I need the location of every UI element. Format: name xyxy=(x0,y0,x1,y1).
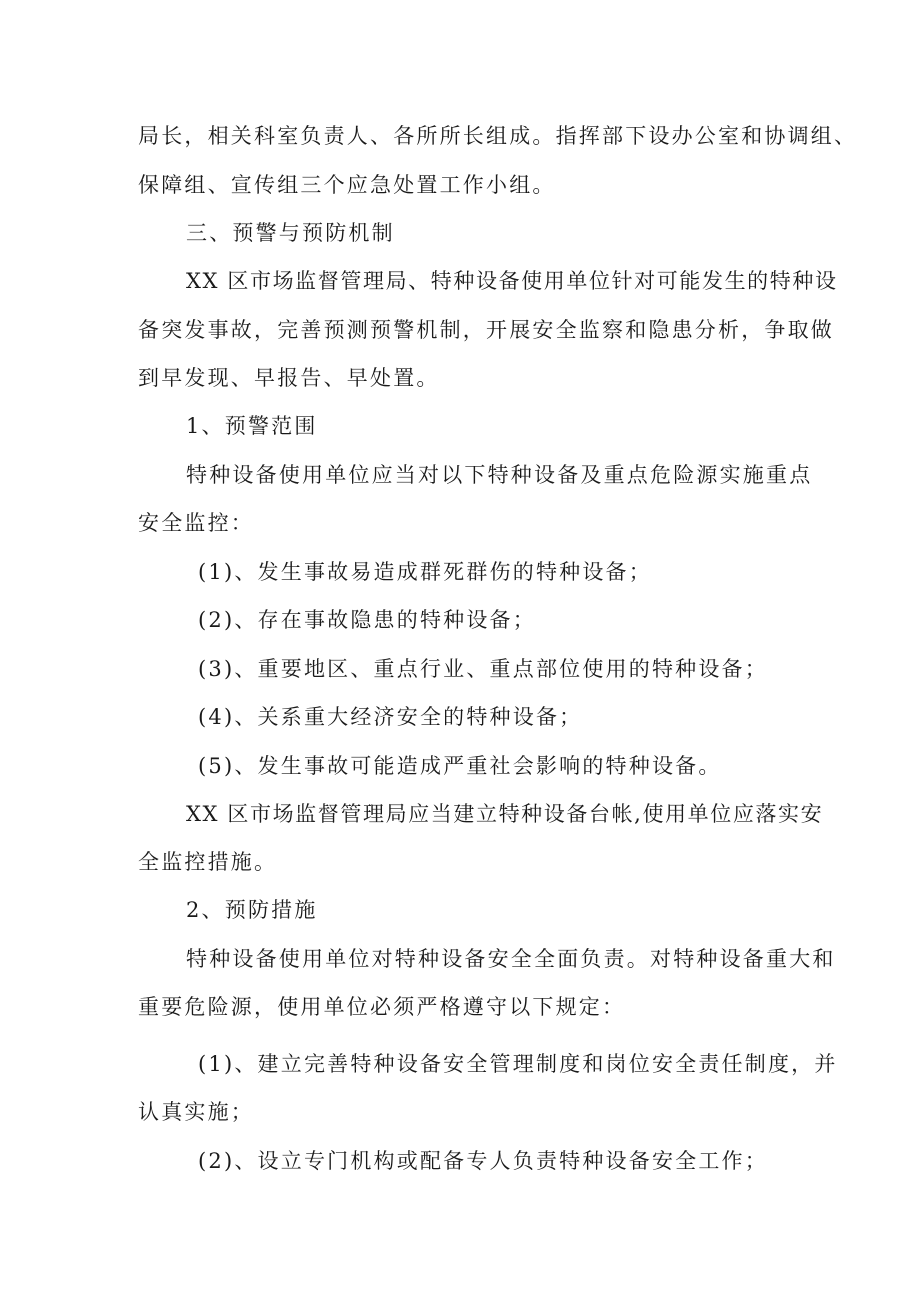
paragraph-line: XX 区市场监督管理局应当建立特种设备台帐,使用单位应落实安 xyxy=(186,802,824,826)
subsection-heading: 1、预警范围 xyxy=(186,414,318,438)
paragraph-line: 局长，相关科室负责人、各所所长组成。指挥部下设办公室和协调组、 xyxy=(138,124,858,148)
paragraph-line: 特种设备使用单位对特种设备安全全面负责。对特种设备重大和 xyxy=(186,947,836,971)
list-item: (1)、发生事故易造成群死群伤的特种设备； xyxy=(198,560,652,584)
paragraph-line: XX 区市场监督管理局、特种设备使用单位针对可能发生的特种设 xyxy=(186,269,838,293)
paragraph-line: 到早发现、早报告、早处置。 xyxy=(138,366,440,390)
section-heading: 三、预警与预防机制 xyxy=(186,221,395,245)
paragraph-line: 全监控措施。 xyxy=(138,850,278,874)
paragraph-line: 保障组、宣传组三个应急处置工作小组。 xyxy=(138,173,556,197)
paragraph-line: 认真实施； xyxy=(138,1100,254,1124)
list-item: (1)、建立完善特种设备安全管理制度和岗位安全责任制度，并 xyxy=(198,1052,838,1076)
paragraph-line: 备突发事故，完善预测预警机制，开展安全监察和隐患分析，争取做 xyxy=(138,318,834,342)
list-item: (3)、重要地区、重点行业、重点部位使用的特种设备； xyxy=(198,657,768,681)
list-item: (5)、发生事故可能造成严重社会影响的特种设备。 xyxy=(198,754,722,778)
list-item: (2)、设立专门机构或配备专人负责特种设备安全工作； xyxy=(198,1149,768,1173)
paragraph-line: 安全监控： xyxy=(138,511,254,535)
subsection-heading: 2、预防措施 xyxy=(186,898,318,922)
list-item: (2)、存在事故隐患的特种设备； xyxy=(198,608,536,632)
paragraph-line: 重要危险源，使用单位必须严格遵守以下规定： xyxy=(138,995,626,1019)
list-item: (4)、关系重大经济安全的特种设备； xyxy=(198,705,583,729)
paragraph-line: 特种设备使用单位应当对以下特种设备及重点危险源实施重点 xyxy=(186,463,813,487)
